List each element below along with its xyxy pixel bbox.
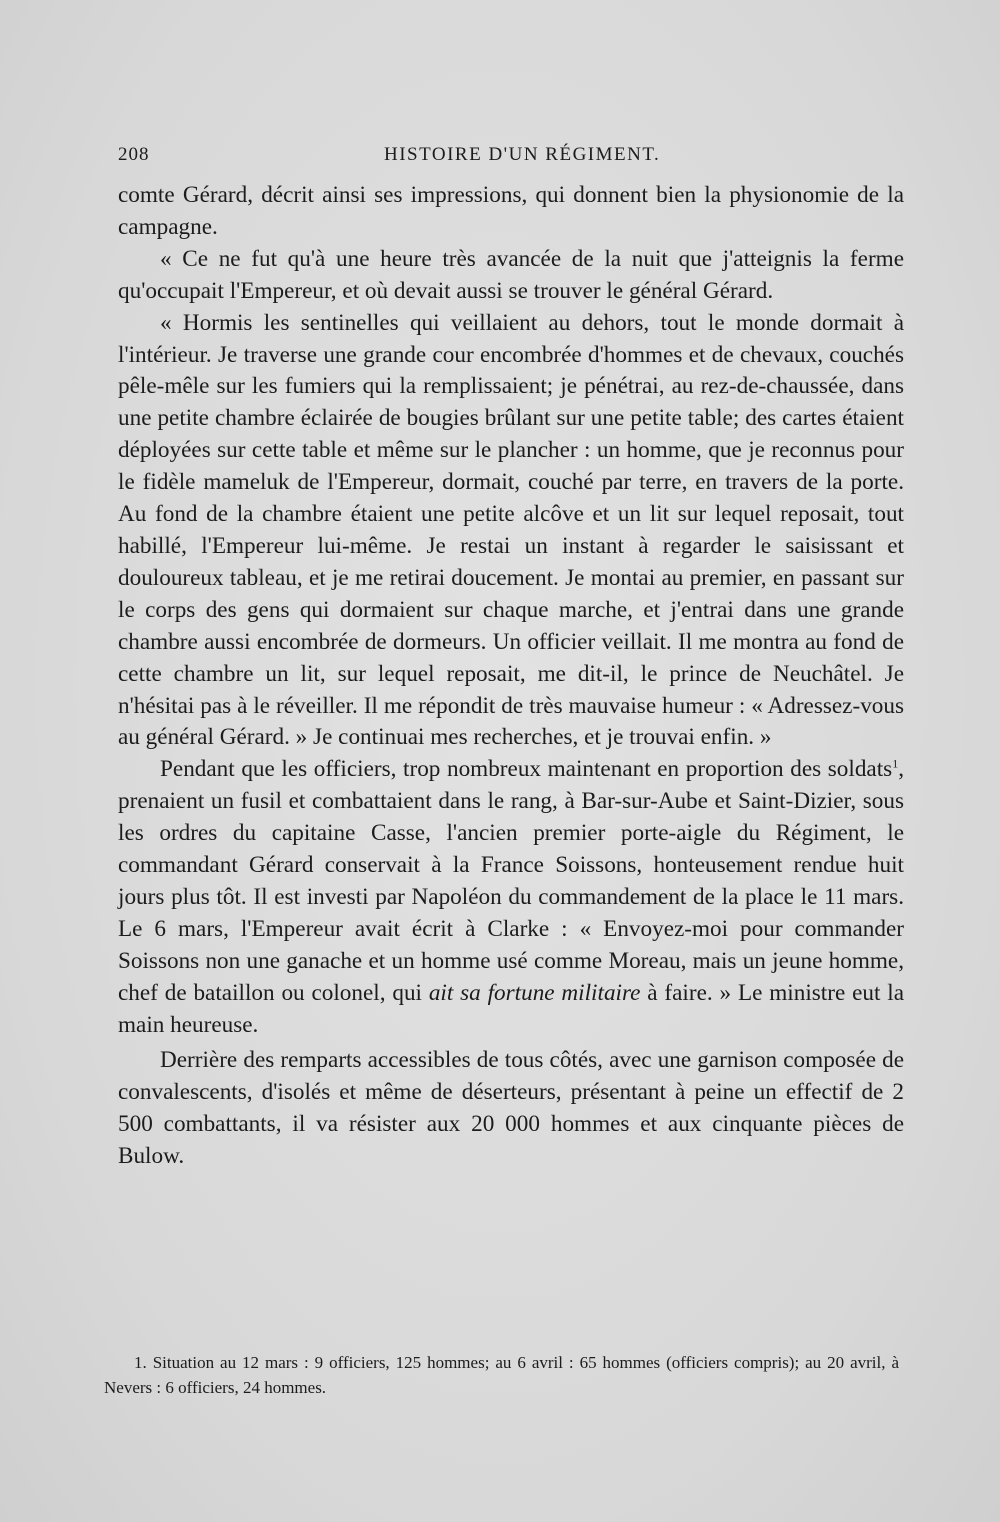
paragraph-4-part-a: Pendant que les officiers, trop nombreux maintenant en proportion des soldats — [160, 756, 893, 783]
page-number: 208 — [118, 144, 150, 165]
paragraph-1: comte Gérard, décrit ainsi ses impressions, qui donnent bien la physionomie de la campagne. — [118, 182, 904, 240]
paragraph-4-part-b: , prenaient un fusil et combattaient dans le rang, à Bar-sur-Aube et Saint-Dizier, sous les ordres du capitaine Casse, l'ancien premier porte-aigle du Régiment, le commandant Gérard conservait à la France Soissons, honteusement rendue huit jours plus tôt. Il est investi par Napoléon du commandement de la place le 11 mars. Le 6 mars, l'Empereur avait écrit à Clarke : « Envoyez-moi pour commander Soissons non une ganache et un homme usé comme Moreau, mais un jeune homme, chef de bataillon ou colonel, qui — [118, 756, 904, 1006]
footnote-marker: 1 — [892, 756, 899, 771]
paragraph-5: Derrière des remparts accessibles de tous côtés, avec une garnison composée de convalescents, d'isolés et même de déserteurs, présentant à peine un effectif de 2 500 combattants, il va résister aux 20 000 hommes et aux cinquante pièces de Bulow. — [118, 1047, 904, 1170]
body-text — [118, 180, 904, 1173]
paragraph-2: « Ce ne fut qu'à une heure très avancée de la nuit que j'atteignis la ferme qu'occupait l'Empereur, et où devait aussi se trouver le général Gérard. — [118, 245, 904, 304]
paragraph-4 — [118, 754, 904, 1041]
paragraph-4-part-c: à faire. » Le ministre eut la main heureuse. — [118, 979, 904, 1038]
footnote: 1. Situation au 12 mars : 9 officiers, 125 hommes; au 6 avril : 65 hommes (officiers compris); au 20 avril, à Nevers : 6 officiers, 24 hommes. — [104, 1353, 899, 1397]
running-head — [118, 144, 898, 170]
paragraph-3: « Hormis les sentinelles qui veillaient au dehors, tout le monde dormait à l'intérieur. Je traverse une grande cour encombrée d'hommes et de chevaux, couchés pêle-mêle sur les fumiers qui la remplissaient; je pénétrai, au rez-de-chaussée, dans une petite chambre éclairée de bougies brûlant sur une petite table; des cartes étaient déployées sur cette table et même sur le plancher : un homme, que je reconnus pour le fidèle mameluk de l'Empereur, dormait, couché par terre, en travers de la porte. Au fond de la chambre étaient une petite alcôve et un lit sur lequel reposait, tout habillé, l'Empereur lui-même. Je restai un instant à regarder le saisissant et douloureux tableau, et je me retirai doucement. Je montai au premier, en passant sur le corps des gens qui dormaient sur chaque marche, et j'entrai dans une grande chambre aussi encombrée de dormeurs. Un officier veillait. Il me montra au fond de cette chambre un lit, sur lequel reposait, me dit-il, le prince de Neuchâtel. Je n'hésitai pas à le réveiller. Il me répondit de très mauvaise humeur : « Adressez-vous au général Gérard. » Je continuai mes recherches, et je trouvai enfin. » — [118, 309, 904, 751]
paragraph-4-italic: ait sa fortune militaire — [428, 979, 641, 1006]
running-title: HISTOIRE D'UN RÉGIMENT. — [384, 144, 661, 165]
